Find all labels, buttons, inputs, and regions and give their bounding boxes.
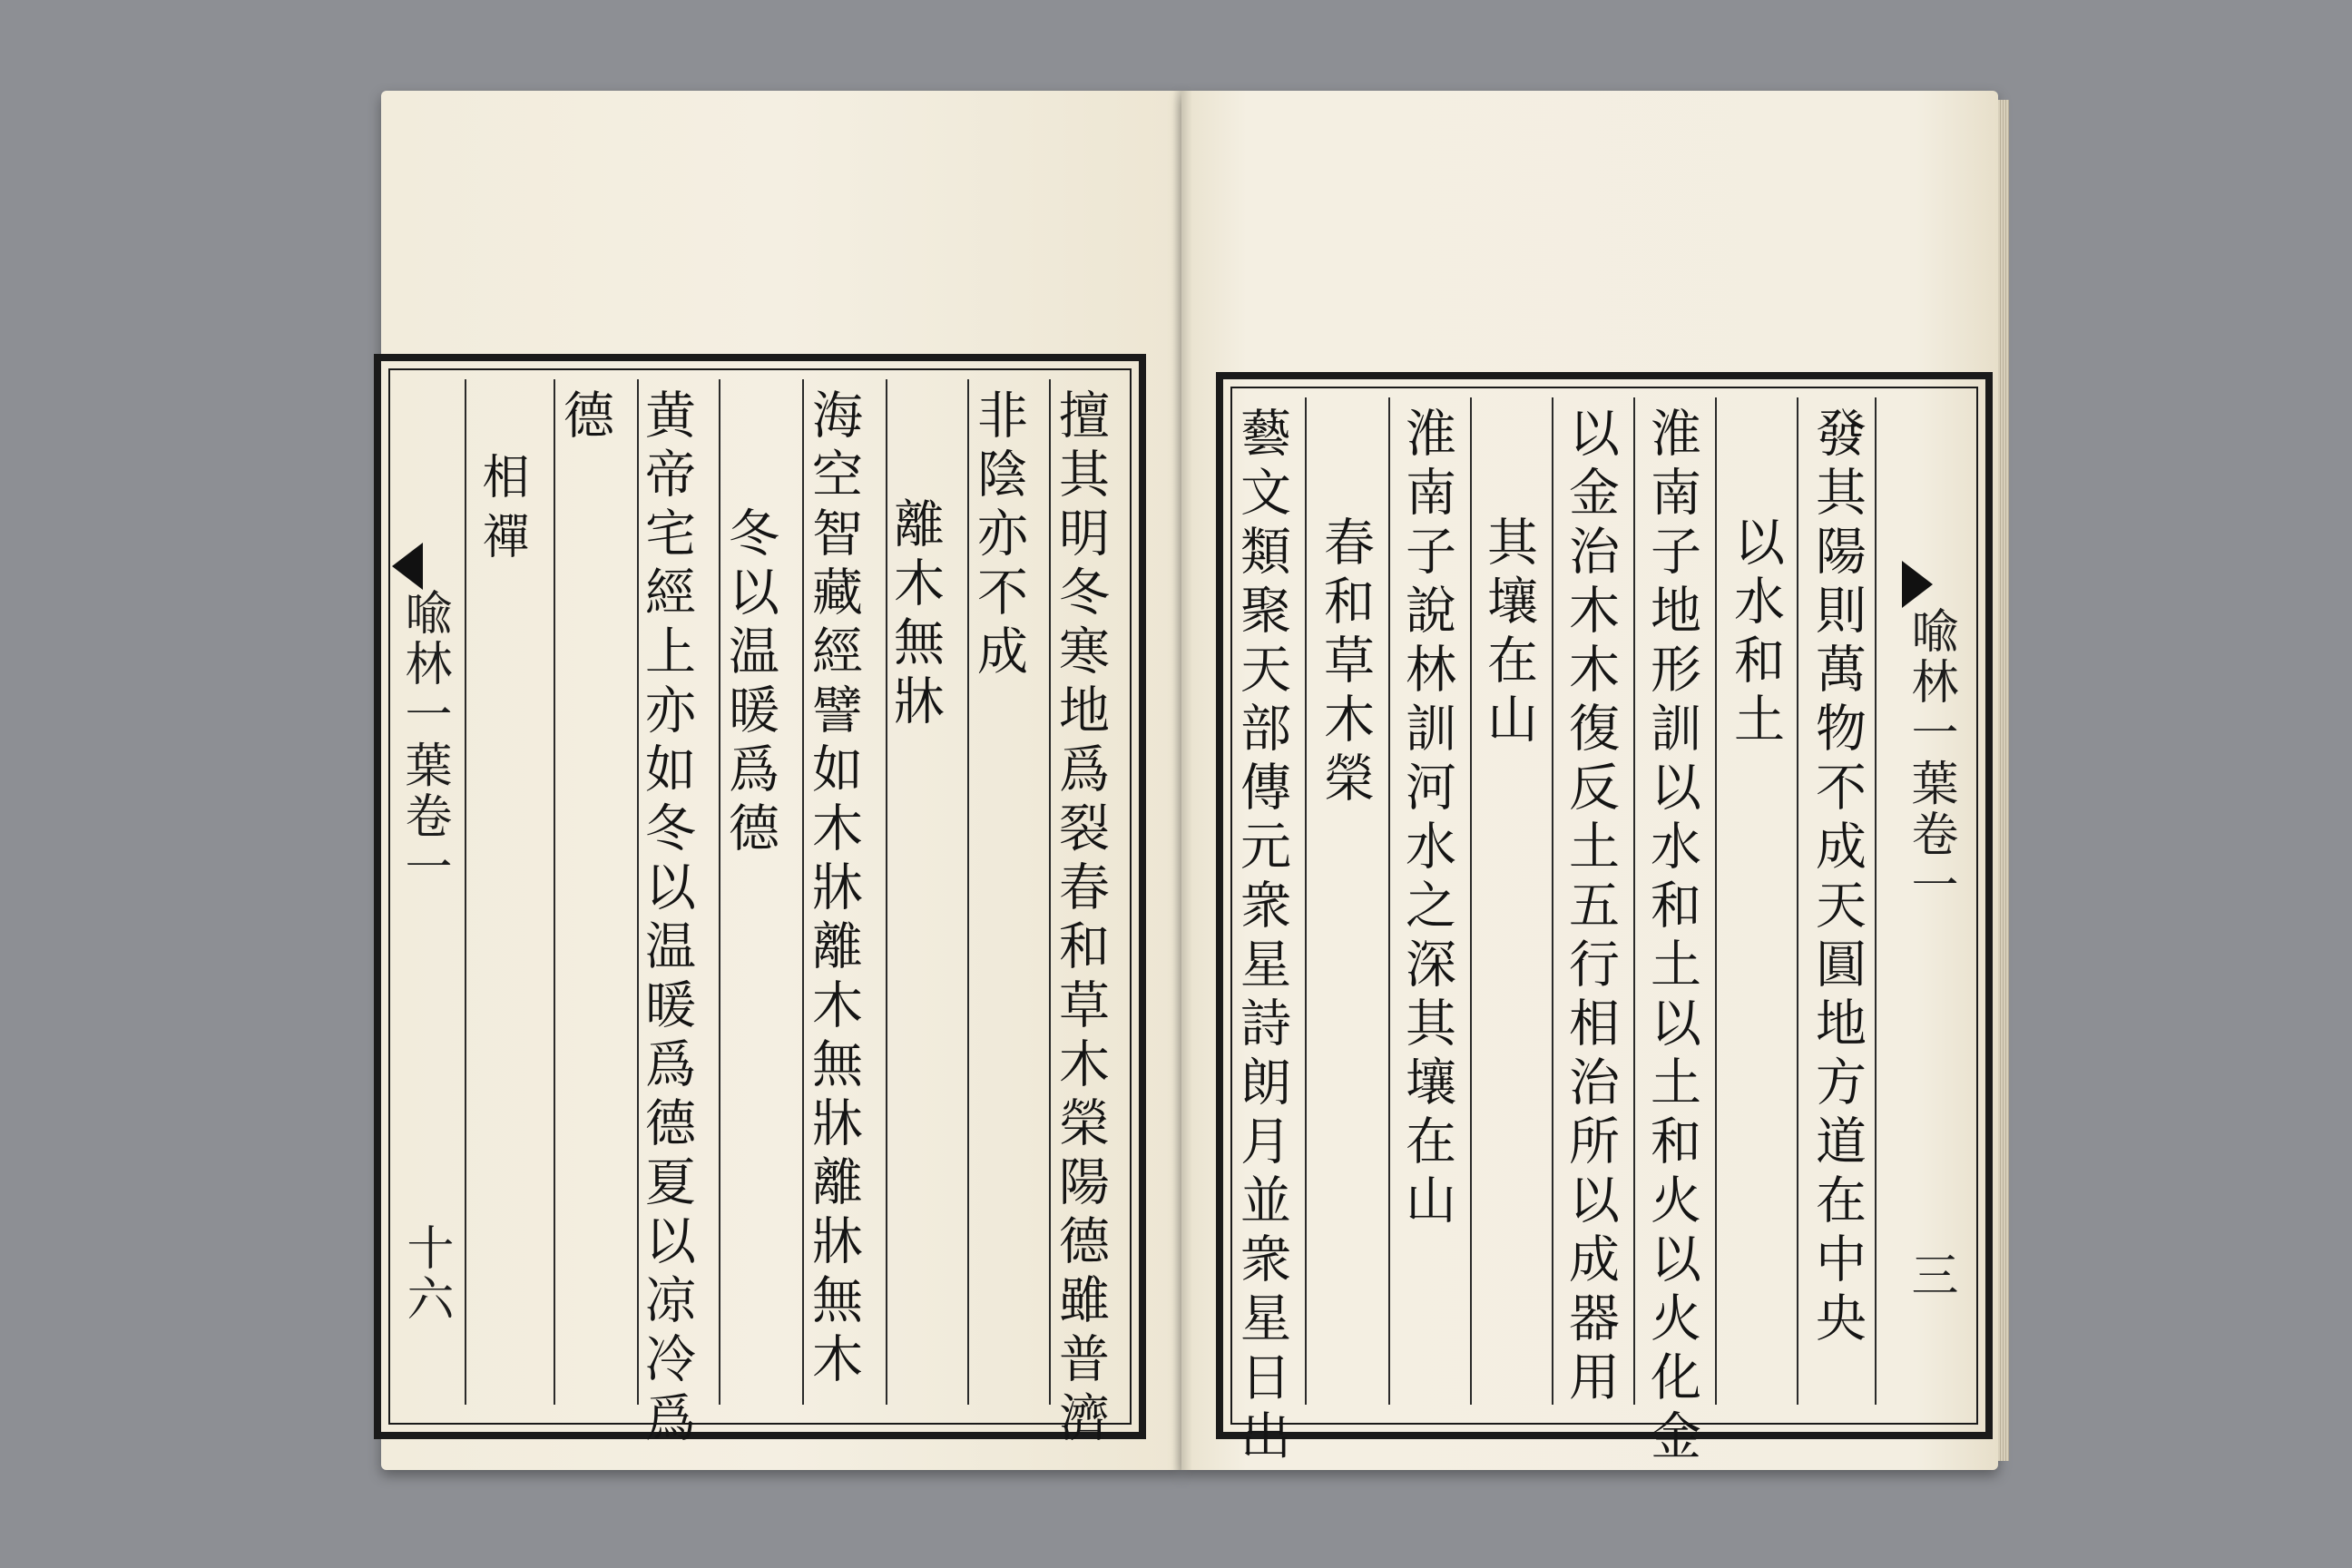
right-column-6: 淮南子說林訓河水之深其壤在山 [1397,407,1456,1232]
left-page [381,91,1181,1470]
left-column-8: 相禪 [474,452,528,572]
right-column-1: 發其陽則萬物不成天圓地方道在中央 [1808,407,1867,1350]
right-column-7: 春和草木榮 [1316,515,1375,810]
left-column-5: 冬以温暖爲德 [720,506,779,860]
left-column-3: 離木無牀 [886,497,945,733]
fish-tail-mark [392,543,423,590]
left-column-2: 非陰亦不成 [969,388,1028,683]
fish-tail-mark [1902,561,1933,608]
left-column-1: 擅其明冬寒地爲裂春和草木榮陽德雖普濟 [1051,388,1110,1450]
left-column-7: 德 [555,388,614,447]
right-column-3: 淮南子地形訓以水和土以土和火以火化金 [1642,407,1701,1468]
right-margin-title: 喩林一葉卷一 [1903,606,1957,911]
book-gutter [1172,91,1192,1470]
left-text-frame [374,354,1146,1450]
right-column-8: 藝文類聚天部傳元衆星詩朗月並衆星日出 [1232,407,1291,1468]
open-book [381,91,2005,1470]
right-column-2: 以水和土 [1726,515,1785,751]
right-page-number: 三 [1903,1250,1957,1301]
left-margin-title: 喩林一葉卷一 [397,588,451,893]
right-column-5: 其壤在山 [1479,515,1538,751]
left-page-number: 十六 [398,1223,453,1325]
page-edges [1998,100,2009,1461]
left-column-6: 黄帝宅經上亦如冬以温暖爲德夏以凉冷爲 [637,388,696,1450]
right-column-4: 以金治木木復反土五行相治所以成器用 [1561,407,1620,1409]
left-column-4: 海空智藏經譬如木牀離木無牀離牀無木 [804,388,863,1391]
right-text-frame [1216,372,1993,1468]
